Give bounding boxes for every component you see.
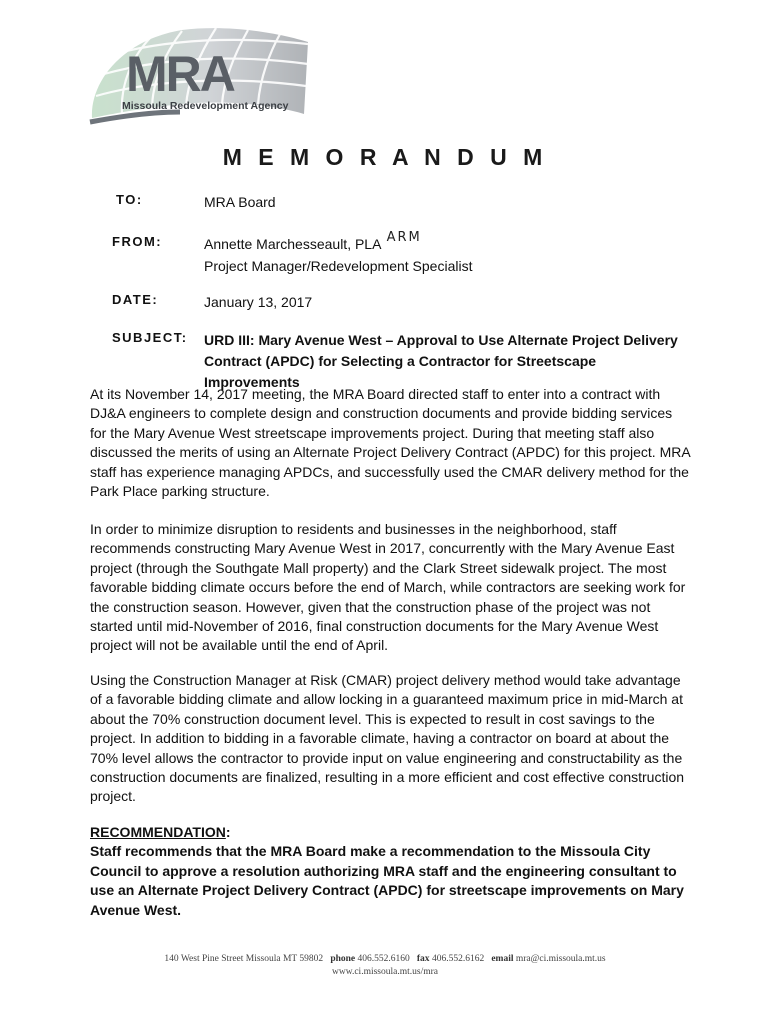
subject-line-1: URD III: Mary Avenue West – Approval to Use Alternate Project Delivery: [204, 332, 678, 348]
footer-contact-line: [0, 953, 770, 966]
to-value: MRA Board: [204, 194, 276, 210]
recommendation-section: [90, 823, 690, 920]
date-label: DATE:: [112, 292, 159, 307]
body-paragraph-3: Using the Construction Manager at Risk (CMAR) project delivery method would take advantage of a favorable bidding climate and allow locking in a guaranteed maximum price in mid-March at about the 70% construction document level. This is expected to result in cost savings to the project. In addition to bidding in a favorable climate, having a contractor on board at about the 70% level allows the contractor to provide input on value engineering and constructability as the construction documents are finalized, resulting in a more efficient and cost effective construction project.: [90, 672, 685, 805]
to-label: TO:: [116, 192, 143, 207]
subject-line-2: Contract (APDC) for Selecting a Contractor for Streetscape Improvements: [204, 353, 597, 390]
footer-email: mra@ci.missoula.mt.us: [515, 954, 606, 964]
logo-agency-name: Missoula Redevelopment Agency: [122, 100, 289, 112]
memo-title: M E M O R A N D U M: [222, 144, 548, 170]
body-paragraph-2: In order to minimize disruption to residents and businesses in the neighborhood, staff recommends constructing Mary Avenue West in 2017, concurrently with the Mary Avenue East project (through the Southgate Mall property) and the Clark Street sidewalk project. The most favorable bidding climate occurs before the end of March, while contractors are seeking work for the construction season. However, given that the construction phase of the project was not started until mid-November of 2016, final construction documents for the Mary Avenue West project will not be available until the end of April.: [90, 521, 686, 654]
recommendation-text: Staff recommends that the MRA Board make a recommendation to the Missoula City Council to approve a resolution authorizing MRA staff and the engineering consultant to use an Alternate Project Delivery Contract (APDC) for streetscape improvements on Mary Avenue West.: [90, 843, 684, 918]
from-role: Project Manager/Redevelopment Specialist: [204, 258, 473, 274]
footer-website: www.ci.missoula.mt.us/mra: [332, 967, 438, 977]
date-value: January 13, 2017: [204, 294, 313, 310]
mra-logo: [82, 22, 312, 134]
footer-fax-label: fax: [416, 954, 430, 964]
from-value: [204, 230, 684, 277]
body-paragraph-1: At its November 14, 2017 meeting, the MRA Board directed staff to enter into a contract with DJ&A engineers to complete design and construction documents and provide bidding services for the Mary Avenue West streetscape improvements project. During that meeting staff also discussed the merits of using an Alternate Project Delivery Contract (APDC) for this project. MRA staff has experience managing APDCs, and successfully used the CMAR delivery method for the Park Place parking structure.: [90, 386, 690, 500]
subject-label: SUBJECT:: [112, 330, 188, 345]
subject-value: [204, 330, 684, 393]
footer-fax: 406.552.6162: [431, 954, 485, 964]
logo-wordmark: MRA: [126, 46, 234, 102]
from-initials: ARM: [386, 230, 422, 245]
footer: [0, 953, 770, 979]
footer-email-label: email: [491, 954, 514, 964]
from-label: FROM:: [112, 234, 163, 249]
from-name: Annette Marchesseault, PLA: [204, 236, 381, 252]
footer-phone-label: phone: [330, 954, 356, 964]
footer-address: 140 West Pine Street Missoula MT 59802: [164, 954, 324, 964]
footer-phone: 406.552.6160: [357, 954, 410, 964]
recommendation-heading: RECOMMENDATION: [90, 824, 226, 840]
recommendation-colon: :: [225, 824, 231, 840]
